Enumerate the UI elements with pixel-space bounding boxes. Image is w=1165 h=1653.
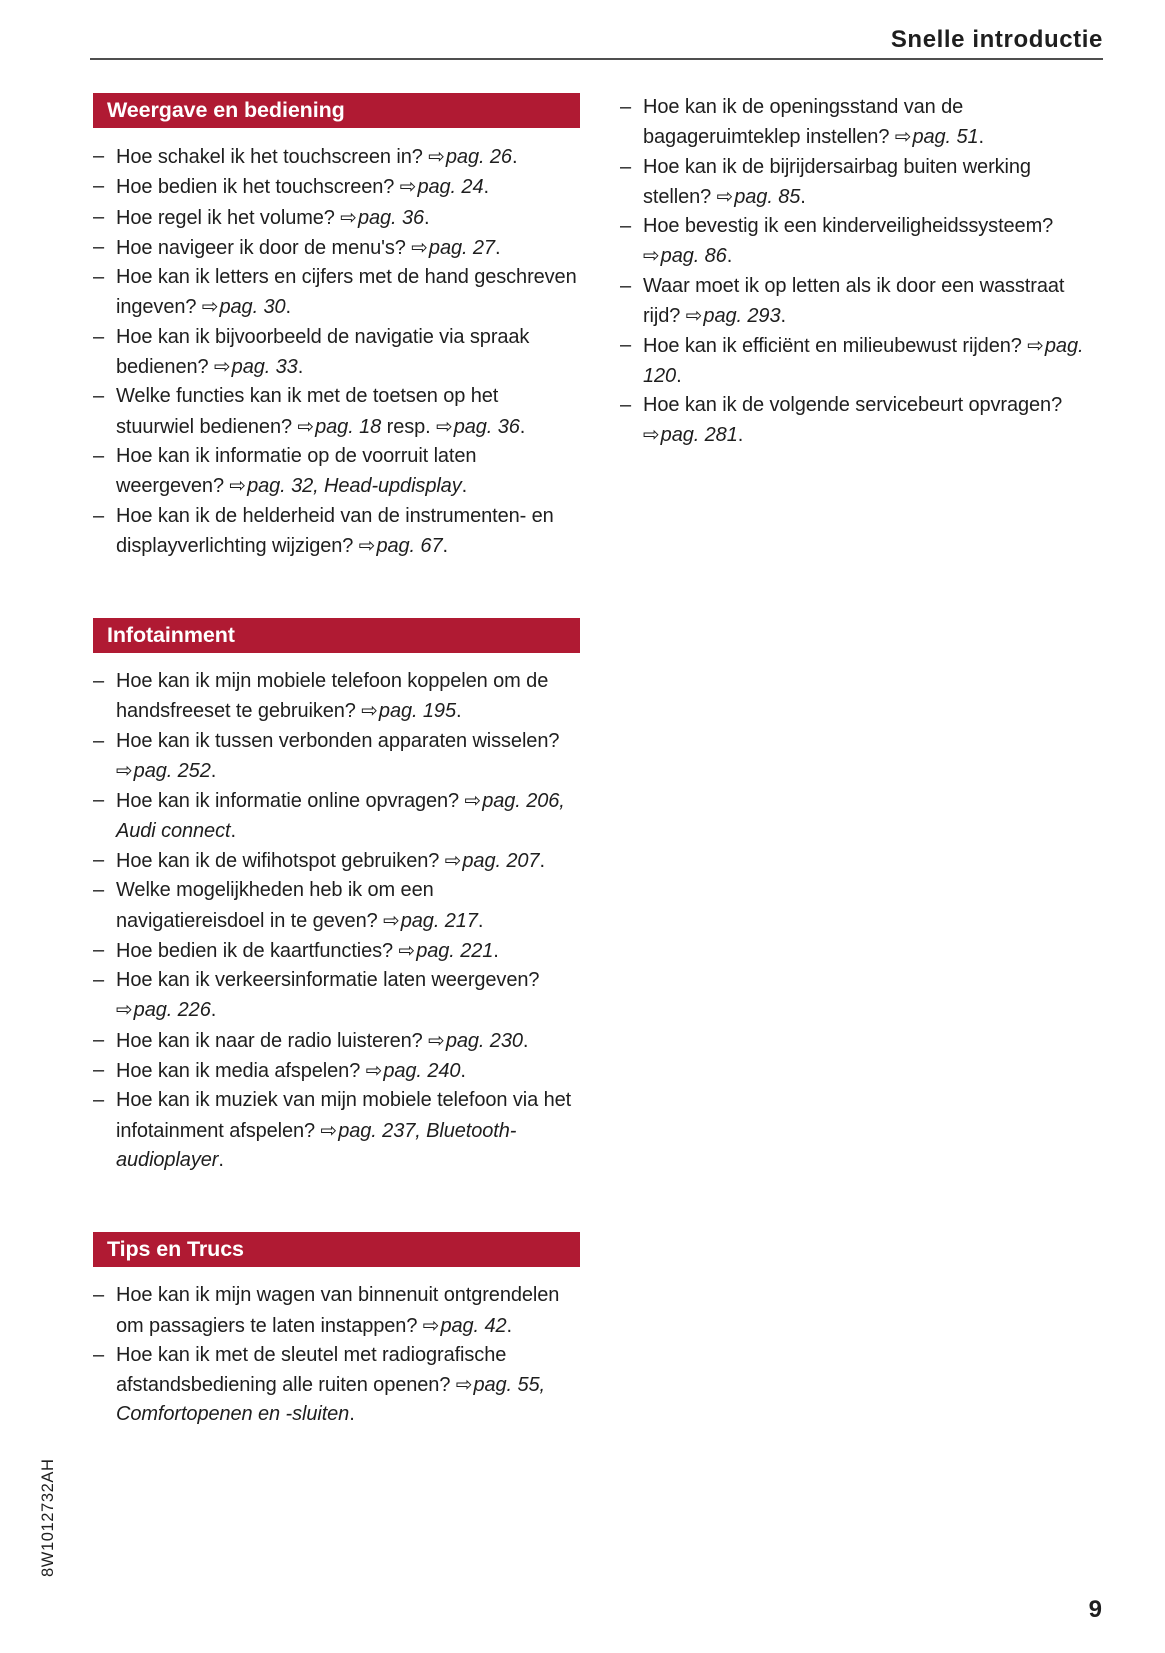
page-reference: pag. 55, Comfortopenen en -sluiten bbox=[116, 1374, 545, 1426]
page-reference: pag. 240 bbox=[383, 1060, 461, 1083]
text-segment: Hoe kan ik de helderheid van de instrumenten- en displayverlichting wijzigen? bbox=[116, 504, 554, 557]
text-segment: . bbox=[483, 176, 489, 199]
page-ref-arrow-icon: ⇨ bbox=[383, 907, 400, 932]
list-marker: – bbox=[93, 175, 105, 198]
text-segment: . bbox=[455, 700, 462, 723]
list-item bbox=[620, 391, 1104, 451]
list-item bbox=[93, 1086, 580, 1175]
list-item bbox=[93, 172, 580, 202]
list-marker: – bbox=[620, 334, 632, 357]
text-segment: Hoe kan ik muziek van mijn mobiele telefoon via het infotainment afspelen? bbox=[116, 1089, 572, 1142]
page-reference: pag. 230 bbox=[445, 1029, 523, 1052]
text-segment: Hoe kan ik tussen verbonden apparaten wisselen? bbox=[116, 729, 560, 752]
text-segment: Hoe bedien ik de kaartfuncties? bbox=[116, 939, 399, 962]
list-marker: – bbox=[93, 145, 105, 167]
text-segment: Welke functies kan ik met de toetsen op het stuurwiel bedienen? bbox=[116, 385, 499, 438]
page-reference: pag. 18 bbox=[315, 415, 382, 438]
page-reference: pag. 120 bbox=[643, 335, 1084, 387]
list-item bbox=[93, 727, 580, 787]
list-marker: – bbox=[93, 444, 105, 467]
list-item bbox=[93, 382, 580, 442]
page-ref-arrow-icon: ⇨ bbox=[201, 294, 219, 319]
page-ref-arrow-icon: ⇨ bbox=[455, 1372, 473, 1397]
list-item bbox=[93, 233, 580, 263]
list-item bbox=[93, 966, 580, 1026]
section-header bbox=[93, 1232, 580, 1267]
list-marker: – bbox=[93, 266, 105, 289]
list-item bbox=[93, 786, 580, 846]
page-reference: pag. 237, Bluetooth-audioplayer bbox=[116, 1119, 517, 1171]
list-marker: – bbox=[93, 670, 105, 693]
page-ref-arrow-icon: ⇨ bbox=[116, 997, 133, 1022]
page-ref-arrow-icon: ⇨ bbox=[464, 788, 482, 813]
list-marker: – bbox=[93, 1028, 105, 1051]
text-segment: . bbox=[494, 236, 501, 259]
text-segment: . bbox=[442, 534, 448, 557]
page-reference: pag. 206, Audi connect bbox=[116, 790, 565, 842]
page-reference: pag. 26 bbox=[445, 146, 512, 168]
list-item bbox=[93, 1281, 580, 1341]
list-item bbox=[93, 442, 580, 502]
text-segment: . bbox=[522, 1029, 529, 1052]
page-ref-arrow-icon: ⇨ bbox=[643, 422, 660, 447]
page-reference: pag. 42 bbox=[440, 1314, 507, 1337]
text-segment: . bbox=[800, 185, 806, 208]
page-ref-arrow-icon: ⇨ bbox=[428, 1027, 445, 1052]
text-segment: . bbox=[230, 819, 236, 842]
list-marker: – bbox=[93, 879, 105, 902]
text-segment: . bbox=[506, 1314, 512, 1337]
page-ref-arrow-icon: ⇨ bbox=[229, 473, 247, 498]
section-title: Infotainment bbox=[107, 623, 235, 648]
text-segment: . bbox=[726, 245, 733, 268]
page-ref-arrow-icon: ⇨ bbox=[428, 144, 445, 168]
list-marker: – bbox=[620, 155, 632, 178]
page-ref-arrow-icon: ⇨ bbox=[411, 234, 428, 259]
list-marker: – bbox=[93, 325, 105, 348]
text-segment: Hoe kan ik naar de radio luisteren? bbox=[116, 1029, 429, 1052]
text-segment: . bbox=[349, 1403, 355, 1426]
text-segment: Hoe kan ik de bijrijdersairbag buiten werking stellen? bbox=[643, 155, 1031, 208]
page-reference: pag. 24 bbox=[417, 176, 484, 199]
question-list bbox=[620, 93, 1104, 451]
page-reference: pag. 32, Head-updisplay bbox=[247, 475, 462, 498]
text-segment: Hoe bevestig ik een kinderveiligheidssysteem? bbox=[643, 215, 1054, 238]
page-ref-arrow-icon: ⇨ bbox=[444, 847, 462, 872]
page-reference: pag. 27 bbox=[428, 236, 495, 259]
list-item bbox=[93, 502, 580, 562]
text-segment: . bbox=[737, 424, 744, 447]
page-reference: pag. 221 bbox=[416, 939, 494, 962]
page-ref-arrow-icon: ⇨ bbox=[685, 303, 703, 328]
text-segment: Hoe kan ik verkeersinformatie laten weergeven? bbox=[116, 969, 540, 992]
text-segment: Hoe kan ik bijvoorbeeld de navigatie via spraak bedienen? bbox=[116, 325, 530, 379]
list-marker: – bbox=[620, 393, 632, 416]
list-marker: – bbox=[93, 969, 105, 992]
text-segment: . bbox=[493, 939, 499, 962]
text-segment: Hoe bedien ik het touchscreen? bbox=[116, 176, 400, 199]
text-segment: Hoe navigeer ik door de menu's? bbox=[116, 236, 412, 259]
page-number: 9 bbox=[1088, 1596, 1102, 1623]
text-segment: Hoe kan ik met de sleutel met radiografische afstandsbediening alle ruiten openen? bbox=[116, 1343, 507, 1397]
text-segment: Hoe schakel ik het touchscreen in? bbox=[116, 146, 429, 168]
page-reference: pag. 33 bbox=[231, 356, 298, 379]
list-marker: – bbox=[620, 215, 632, 238]
list-item bbox=[620, 93, 1104, 153]
page-ref-arrow-icon: ⇨ bbox=[1027, 333, 1044, 358]
text-segment: Hoe kan ik de volgende servicebeurt opvragen? bbox=[643, 393, 1063, 416]
text-segment: . bbox=[210, 760, 217, 783]
page-reference: pag. 217 bbox=[400, 909, 478, 932]
section-header bbox=[93, 618, 580, 653]
list-item bbox=[620, 212, 1104, 272]
list-marker: – bbox=[93, 1284, 105, 1307]
list-item bbox=[93, 263, 580, 323]
text-segment: Hoe kan ik letters en cijfers met de hand geschreven ingeven? bbox=[116, 266, 577, 319]
text-segment: . bbox=[519, 415, 526, 438]
text-segment: . bbox=[511, 146, 518, 168]
text-segment: Hoe kan ik informatie op de voorruit laten weergeven? bbox=[116, 444, 477, 498]
question-list bbox=[93, 1281, 580, 1429]
text-segment: . bbox=[539, 849, 545, 872]
list-item bbox=[620, 331, 1104, 391]
column-left bbox=[93, 93, 580, 1430]
page-ref-arrow-icon: ⇨ bbox=[422, 1312, 440, 1337]
list-item bbox=[93, 876, 580, 936]
page-header-title: Snelle introductie bbox=[890, 26, 1103, 53]
page-reference: pag. 85 bbox=[734, 185, 801, 208]
list-item bbox=[93, 323, 580, 383]
text-segment: Hoe kan ik de openingsstand van de bagageruimteklep instellen? bbox=[643, 96, 964, 149]
list-marker: – bbox=[93, 848, 105, 871]
text-segment: Hoe kan ik mijn mobiele telefoon koppelen om de handsfreeset te gebruiken? bbox=[116, 670, 549, 723]
page-reference: pag. 36 bbox=[453, 415, 520, 438]
text-segment: Hoe regel ik het volume? bbox=[116, 206, 341, 229]
page-reference: pag. 226 bbox=[133, 999, 211, 1022]
text-segment: . bbox=[424, 206, 430, 229]
list-item bbox=[93, 1341, 580, 1430]
page-reference: pag. 207 bbox=[462, 849, 540, 872]
page-reference: pag. 30 bbox=[219, 296, 286, 319]
text-segment: Welke mogelijkheden heb ik om een navigatiereisdoel in te geven? bbox=[116, 879, 434, 932]
question-list bbox=[93, 667, 580, 1175]
text-segment: . bbox=[210, 999, 217, 1022]
page-ref-arrow-icon: ⇨ bbox=[361, 698, 378, 723]
list-marker: – bbox=[93, 1089, 105, 1112]
list-item bbox=[93, 1026, 580, 1056]
text-segment: . bbox=[780, 305, 786, 328]
text-segment: . bbox=[460, 1060, 466, 1083]
text-segment: . bbox=[218, 1148, 224, 1171]
list-marker: – bbox=[93, 235, 105, 258]
list-item bbox=[620, 272, 1104, 332]
document-code: 8W1012732AH bbox=[39, 1458, 57, 1577]
section-title: Tips en Trucs bbox=[107, 1237, 244, 1262]
question-list bbox=[93, 142, 580, 561]
page-reference: pag. 51 bbox=[912, 126, 979, 149]
section-header bbox=[93, 93, 580, 128]
page-reference: pag. 281 bbox=[660, 424, 738, 447]
list-item bbox=[93, 1056, 580, 1086]
text-segment: Hoe kan ik media afspelen? bbox=[116, 1060, 366, 1083]
list-marker: – bbox=[93, 938, 105, 961]
list-item bbox=[93, 142, 580, 172]
list-marker: – bbox=[93, 789, 105, 812]
list-marker: – bbox=[93, 385, 105, 408]
page-ref-arrow-icon: ⇨ bbox=[214, 354, 231, 379]
list-marker: – bbox=[93, 205, 105, 228]
text-segment: Waar moet ik op letten als ik door een wasstraat rijd? bbox=[643, 274, 1065, 328]
list-marker: – bbox=[93, 504, 105, 527]
page-ref-arrow-icon: ⇨ bbox=[340, 204, 357, 229]
list-item bbox=[620, 153, 1104, 213]
text-segment: resp. bbox=[381, 415, 437, 438]
section-title: Weergave en bediening bbox=[107, 98, 345, 122]
page-ref-arrow-icon: ⇨ bbox=[716, 183, 734, 208]
list-marker: – bbox=[620, 274, 632, 297]
page-ref-arrow-icon: ⇨ bbox=[358, 532, 376, 557]
page-ref-arrow-icon: ⇨ bbox=[365, 1058, 383, 1083]
list-marker: – bbox=[93, 729, 105, 752]
list-item bbox=[93, 667, 580, 727]
list-item bbox=[93, 936, 580, 966]
text-segment: . bbox=[676, 364, 682, 387]
header-divider bbox=[90, 58, 1103, 60]
list-marker: – bbox=[93, 1059, 105, 1082]
text-segment: . bbox=[297, 356, 304, 379]
text-segment: . bbox=[461, 475, 468, 498]
page-reference: pag. 67 bbox=[376, 534, 443, 557]
page-ref-arrow-icon: ⇨ bbox=[399, 174, 417, 199]
text-segment: . bbox=[285, 296, 292, 319]
page-ref-arrow-icon: ⇨ bbox=[297, 413, 315, 438]
text-segment: Hoe kan ik de wifihotspot gebruiken? bbox=[116, 849, 445, 872]
page-ref-arrow-icon: ⇨ bbox=[398, 937, 416, 962]
page-reference: pag. 36 bbox=[357, 206, 424, 229]
page-ref-arrow-icon: ⇨ bbox=[643, 243, 660, 268]
list-item bbox=[93, 203, 580, 233]
list-item bbox=[93, 846, 580, 876]
text-segment: Hoe kan ik mijn wagen van binnenuit ontgrendelen om passagiers te laten instappen? bbox=[116, 1284, 560, 1337]
column-right bbox=[620, 93, 1104, 451]
page-ref-arrow-icon: ⇨ bbox=[436, 413, 453, 438]
page-reference: pag. 86 bbox=[660, 245, 727, 268]
text-segment: . bbox=[477, 909, 484, 932]
page-reference: pag. 293 bbox=[703, 305, 781, 328]
text-segment: Hoe kan ik efficiënt en milieubewust rijden? bbox=[643, 335, 1028, 358]
page-reference: pag. 252 bbox=[133, 760, 211, 783]
text-segment: Hoe kan ik informatie online opvragen? bbox=[116, 790, 465, 813]
text-segment: . bbox=[978, 126, 984, 149]
page-ref-arrow-icon: ⇨ bbox=[894, 124, 912, 149]
list-marker: – bbox=[620, 96, 632, 118]
page-reference: pag. 195 bbox=[378, 700, 456, 723]
list-marker: – bbox=[93, 1343, 105, 1366]
page-ref-arrow-icon: ⇨ bbox=[116, 758, 133, 783]
page-ref-arrow-icon: ⇨ bbox=[320, 1117, 338, 1142]
